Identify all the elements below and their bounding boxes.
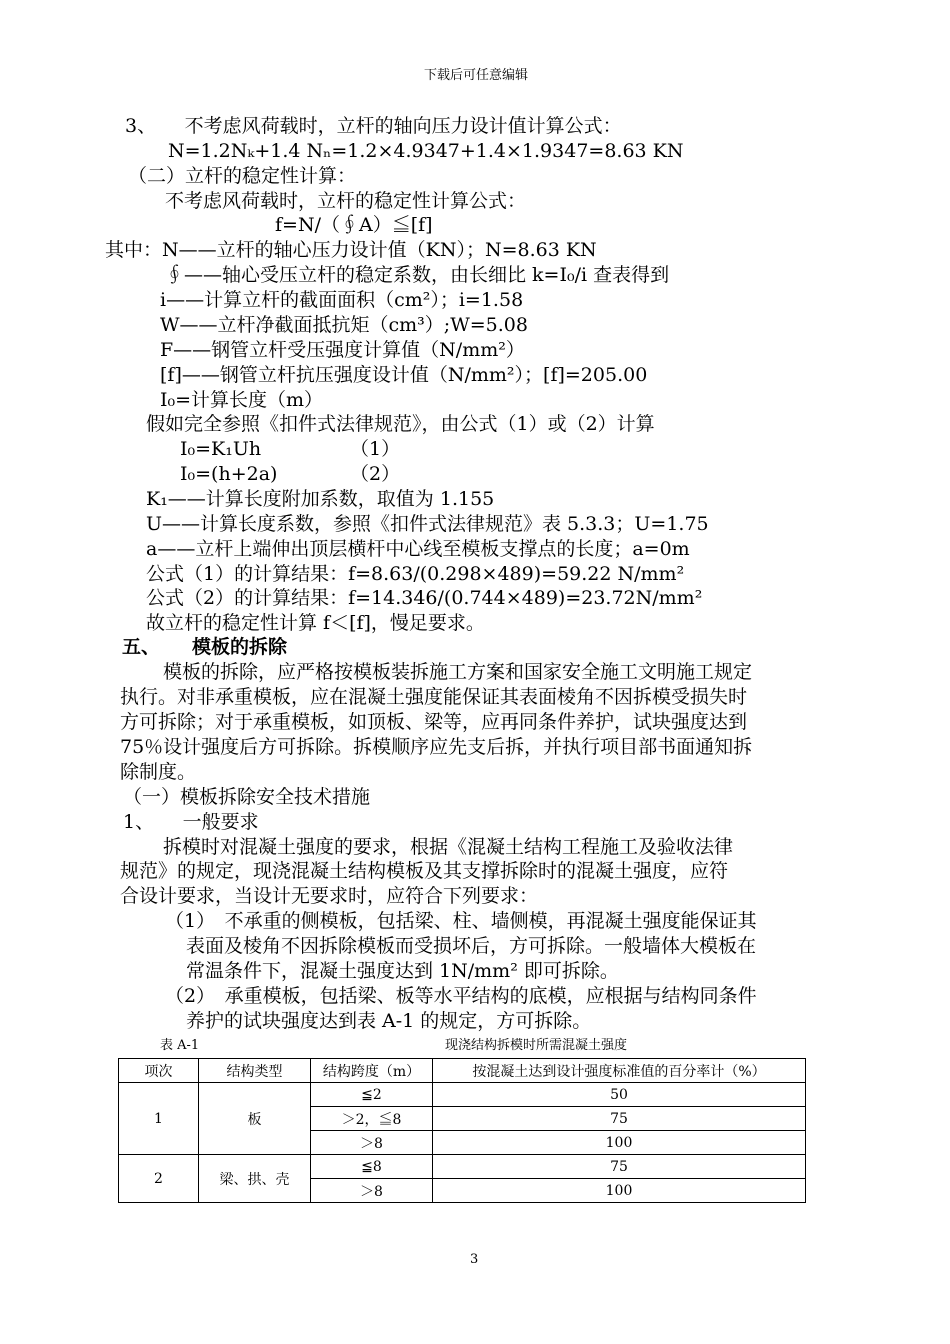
formula-line: I₀=(h+2a): [180, 463, 278, 485]
table-cell-span: ≦8: [311, 1155, 433, 1179]
table-header: 项次: [119, 1059, 199, 1083]
table-row: [119, 1083, 806, 1107]
formula-line: I₀=K₁Uh: [180, 438, 262, 460]
table-cell-no: 2: [119, 1155, 199, 1203]
definition-line: K₁——计算长度附加系数，取值为 1.155: [146, 488, 495, 510]
list-item-line: 表面及棱角不因拆除模板而受损坏后，方可拆除。一般墙体大模板在: [186, 935, 757, 957]
formula-line: f=N/（∮A）≦[f]: [275, 214, 433, 236]
list-item-line: 常温条件下，混凝土强度达到 1N/mm² 即可拆除。: [186, 960, 619, 982]
table-cell-span: ＞2，≦8: [311, 1107, 433, 1131]
definition-line: a——立杆上端伸出顶层横杆中心线至模板支撑点的长度；a=0m: [146, 538, 690, 560]
result-line: 公式（2）的计算结果：f=14.346/(0.744×489)=23.72N/mm²: [146, 587, 703, 609]
definition-line: W——立杆净截面抵抗矩（cm³）;W=5.08: [160, 314, 528, 336]
table-header: 按混凝土达到设计强度标准值的百分率计（%）: [433, 1059, 806, 1083]
table-cell-span: ≦2: [311, 1083, 433, 1107]
requirements-table: [118, 1058, 806, 1203]
definition-line: ∮——轴心受压立杆的稳定系数，由长细比 k=I₀/i 查表得到: [165, 264, 670, 286]
table-cell-pct: 75: [433, 1107, 806, 1131]
paragraph-line: 合设计要求，当设计无要求时，应符合下列要求：: [120, 885, 539, 907]
list-item-line: （1） 不承重的侧模板，包括梁、柱、墙侧模，再混凝土强度能保证其: [165, 910, 757, 932]
table-cell-pct: 100: [433, 1131, 806, 1155]
list-item-line: （2） 承重模板，包括梁、板等水平结构的底模，应根据与结构同条件: [165, 985, 757, 1007]
table-caption: 现浇结构拆模时所需混凝土强度: [445, 1038, 628, 1053]
table-cell-pct: 50: [433, 1083, 806, 1107]
definition-line: 其中：N——立杆的轴心压力设计值（KN）；N=8.63 KN: [105, 239, 597, 261]
header-note: 下载后可任意编辑: [424, 68, 529, 83]
definition-line: i——计算立杆的截面面积（cm²）；i=1.58: [160, 289, 524, 311]
text-line: 不考虑风荷载时，立杆的稳定性计算公式：: [165, 190, 527, 212]
formula-number: （2）: [350, 463, 401, 485]
paragraph-line: 模板的拆除，应严格按模板装拆施工方案和国家安全施工文明施工规定: [163, 661, 753, 683]
table-cell-span: ＞8: [311, 1179, 433, 1203]
formula-number: （1）: [350, 438, 401, 460]
table-header: 结构跨度（m）: [311, 1059, 433, 1083]
formula-line: N=1.2Nₖ+1.4 Nₙ=1.2×4.9347+1.4×1.9347=8.63 KN: [168, 140, 684, 162]
table-cell-pct: 75: [433, 1155, 806, 1179]
table-cell-span: ＞8: [311, 1131, 433, 1155]
subsection-title: （一）模板拆除安全技术措施: [123, 786, 371, 808]
table-row: [119, 1155, 806, 1179]
definition-line: U——计算长度系数，参照《扣件式法律规范》表 5.3.3；U=1.75: [146, 513, 709, 535]
paragraph-line: 规范》的规定，现浇混凝土结构模板及其支撑拆除时的混凝土强度，应符: [120, 860, 729, 882]
table-header: 结构类型: [199, 1059, 311, 1083]
table-cell-type: 梁、拱、壳: [199, 1155, 311, 1203]
section-title: 模板的拆除: [192, 636, 288, 658]
formula-heading: 3、 不考虑风荷载时，立杆的轴向压力设计值计算公式：: [125, 115, 622, 137]
list-item-line: 养护的试块强度达到表 A-1 的规定，方可拆除。: [186, 1010, 592, 1032]
page-number: 3: [470, 1252, 479, 1267]
definition-line: I₀=计算长度（m）: [160, 389, 324, 411]
paragraph-line: 执行。对非承重模板，应在混凝土强度能保证其表面棱角不因拆模受损失时: [120, 686, 748, 708]
paragraph-line: 拆模时对混凝土强度的要求，根据《混凝土结构工程施工及验收法律: [163, 836, 734, 858]
table-label: 表 A-1: [160, 1038, 200, 1053]
definition-line: [f]——钢管立杆抗压强度设计值（N/mm²）；[f]=205.00: [160, 364, 648, 386]
paragraph-line: 方可拆除；对于承重模板，如顶板、梁等，应再同条件养护，试块强度达到: [120, 711, 748, 733]
section-number: 五、: [122, 636, 161, 658]
table-header-row: [119, 1059, 806, 1083]
subsection-title: 1、 一般要求: [123, 811, 259, 833]
paragraph-line: 75％设计强度后方可拆除。拆模顺序应先支后拆，并执行项目部书面通知拆: [120, 736, 753, 758]
table-cell-type: 板: [199, 1083, 311, 1155]
text-line: 假如完全参照《扣件式法律规范》，由公式（1）或（2）计算: [146, 413, 655, 435]
definition-line: F——钢管立杆受压强度计算值（N/mm²）: [160, 339, 525, 361]
table-cell-no: 1: [119, 1083, 199, 1155]
result-line: 公式（1）的计算结果：f=8.63/(0.298×489)=59.22 N/mm²: [146, 563, 685, 585]
paragraph-line: 除制度。: [120, 761, 197, 783]
conclusion-line: 故立杆的稳定性计算 f＜[f]，慢足要求。: [146, 612, 485, 634]
subsection-title: （二）立杆的稳定性计算：: [128, 165, 357, 187]
table-cell-pct: 100: [433, 1179, 806, 1203]
